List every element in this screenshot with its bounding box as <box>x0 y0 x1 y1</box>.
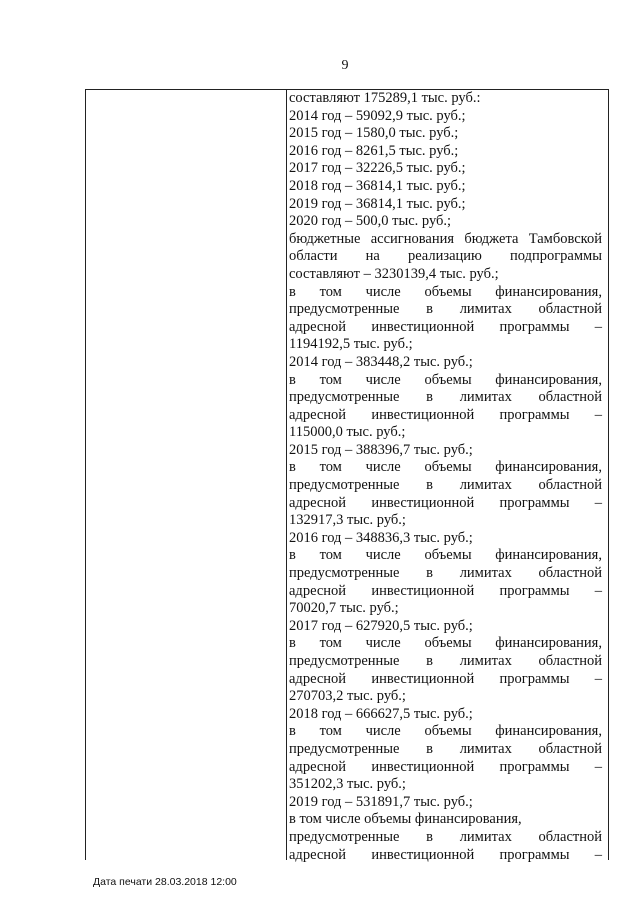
text-line <box>289 565 602 583</box>
text-line <box>289 671 602 689</box>
word: лимитах <box>459 301 512 318</box>
word: программы <box>499 318 570 335</box>
word: числе <box>365 635 401 652</box>
text-line <box>289 759 602 777</box>
word: числе <box>365 723 401 740</box>
word: финансирования, <box>495 371 602 388</box>
word: предусмотренные <box>289 301 400 318</box>
text-line: 115000,0 тыс. руб.; <box>289 424 406 441</box>
text-line <box>289 477 602 495</box>
word: предусмотренные <box>289 389 400 406</box>
word: финансирования, <box>495 459 602 476</box>
word: – <box>594 406 602 423</box>
word: в <box>426 740 433 757</box>
word: программы <box>499 406 570 423</box>
word: адресной <box>289 846 347 863</box>
word: том <box>319 371 342 388</box>
text-line <box>289 495 602 513</box>
text-line: составляют 175289,1 тыс. руб.: <box>289 90 481 106</box>
word: адресной <box>289 406 347 423</box>
word: том <box>319 547 342 564</box>
word: в <box>289 635 296 652</box>
word: областной <box>538 828 602 845</box>
word: – <box>594 582 602 599</box>
text-line <box>289 231 602 249</box>
word: в <box>426 653 433 669</box>
word: финансирования, <box>495 547 602 564</box>
word: числе <box>365 547 401 564</box>
text-line <box>289 459 602 477</box>
text-line: 70020,7 тыс. руб.; <box>289 600 399 617</box>
word: инвестиционной <box>371 582 475 599</box>
word: бюджета <box>464 230 519 247</box>
word: адресной <box>289 582 347 599</box>
text-line <box>289 407 602 425</box>
word: лимитах <box>459 565 512 582</box>
word: адресной <box>289 494 347 511</box>
word: лимитах <box>459 389 512 406</box>
text-line: 2015 год – 1580,0 тыс. руб.; <box>289 125 459 142</box>
word: в <box>289 459 296 476</box>
word: предусмотренные <box>289 653 400 669</box>
word: областной <box>538 565 602 582</box>
word: том <box>319 723 342 740</box>
word: числе <box>365 371 401 388</box>
word: объемы <box>424 371 472 388</box>
word: адресной <box>289 670 347 687</box>
word: программы <box>499 846 570 863</box>
word: ассигнования <box>370 230 455 247</box>
text-line <box>289 635 602 653</box>
column-divider <box>286 90 287 860</box>
word: том <box>319 459 342 476</box>
text-line <box>289 301 602 319</box>
word: в <box>289 283 296 300</box>
word: в <box>426 477 433 494</box>
text-line: 2019 год – 36814,1 тыс. руб.; <box>289 195 466 212</box>
text-line: 351202,3 тыс. руб.; <box>289 776 406 793</box>
word: в <box>426 301 433 318</box>
text-line: 2015 год – 388396,7 тыс. руб.; <box>289 441 473 458</box>
text-line: 2016 год – 348836,3 тыс. руб.; <box>289 529 473 546</box>
text-line <box>289 319 602 337</box>
text-line: 1194192,5 тыс. руб.; <box>289 336 413 353</box>
text-line <box>289 847 602 865</box>
word: предусмотренные <box>289 828 400 845</box>
text-line: 2020 год – 500,0 тыс. руб.; <box>289 213 452 230</box>
text-line <box>289 389 602 407</box>
word: областной <box>538 477 602 494</box>
word: предусмотренные <box>289 740 400 757</box>
text-line: 2014 год – 59092,9 тыс. руб.; <box>289 107 466 124</box>
word: лимитах <box>459 828 512 845</box>
word: программы <box>499 582 570 599</box>
text-line: в том числе объемы финансирования, <box>289 811 522 828</box>
text-line <box>289 829 602 847</box>
text-line <box>289 284 602 302</box>
word: – <box>594 846 602 863</box>
text-line <box>289 372 602 390</box>
word: числе <box>365 459 401 476</box>
text-line <box>289 741 602 759</box>
word: финансирования, <box>495 283 602 300</box>
text-line: 132917,3 тыс. руб.; <box>289 512 406 529</box>
word: областной <box>538 389 602 406</box>
word: на <box>365 248 380 265</box>
word: объемы <box>424 547 472 564</box>
print-date-footer: Дата печати 28.03.2018 12:00 <box>93 876 237 888</box>
word: в <box>289 371 296 388</box>
text-line: 2016 год – 8261,5 тыс. руб.; <box>289 142 459 159</box>
word: инвестиционной <box>371 318 475 335</box>
text-line <box>289 653 602 671</box>
word: финансирования, <box>495 723 602 740</box>
word: объемы <box>424 283 472 300</box>
word: предусмотренные <box>289 477 400 494</box>
word: областной <box>538 301 602 318</box>
word: – <box>594 494 602 511</box>
text-line: 2018 год – 666627,5 тыс. руб.; <box>289 705 473 722</box>
word: в <box>289 723 296 740</box>
word: финансирования, <box>495 635 602 652</box>
text-line <box>289 248 602 266</box>
word: бюджетные <box>289 230 361 247</box>
word: – <box>594 670 602 687</box>
word: программы <box>499 670 570 687</box>
word: объемы <box>424 459 472 476</box>
word: в <box>426 389 433 406</box>
document-table <box>85 89 609 863</box>
table-right-cell <box>289 90 602 864</box>
word: в <box>426 565 433 582</box>
word: лимитах <box>459 653 512 669</box>
word: числе <box>365 283 401 300</box>
word: том <box>319 635 342 652</box>
word: объемы <box>424 723 472 740</box>
word: инвестиционной <box>371 670 475 687</box>
text-line <box>289 547 602 565</box>
word: программы <box>499 758 570 775</box>
word: предусмотренные <box>289 565 400 582</box>
word: областной <box>538 653 602 669</box>
text-line: 2017 год – 627920,5 тыс. руб.; <box>289 617 473 634</box>
word: в <box>289 547 296 564</box>
word: – <box>594 318 602 335</box>
word: лимитах <box>459 740 512 757</box>
text-line: 2017 год – 32226,5 тыс. руб.; <box>289 160 466 177</box>
word: инвестиционной <box>371 758 475 775</box>
text-line: 2018 год – 36814,1 тыс. руб.; <box>289 177 466 194</box>
word: Тамбовской <box>528 230 602 247</box>
word: в <box>426 828 433 845</box>
text-line: 2014 год – 383448,2 тыс. руб.; <box>289 353 473 370</box>
word: инвестиционной <box>371 494 475 511</box>
text-line: 2019 год – 531891,7 тыс. руб.; <box>289 793 473 810</box>
word: – <box>594 758 602 775</box>
text-line <box>289 723 602 741</box>
word: подпрограммы <box>510 248 602 265</box>
word: объемы <box>424 635 472 652</box>
word: программы <box>499 494 570 511</box>
text-line: составляют – 3230139,4 тыс. руб.; <box>289 265 499 282</box>
word: реализацию <box>407 248 482 265</box>
text-line <box>289 583 602 601</box>
word: адресной <box>289 758 347 775</box>
word: инвестиционной <box>371 406 475 423</box>
word: адресной <box>289 318 347 335</box>
text-line: 270703,2 тыс. руб.; <box>289 688 406 705</box>
word: лимитах <box>459 477 512 494</box>
page-number: 9 <box>341 58 349 73</box>
word: том <box>319 283 342 300</box>
word: областной <box>538 740 602 757</box>
word: инвестиционной <box>371 846 475 863</box>
word: области <box>289 248 338 265</box>
